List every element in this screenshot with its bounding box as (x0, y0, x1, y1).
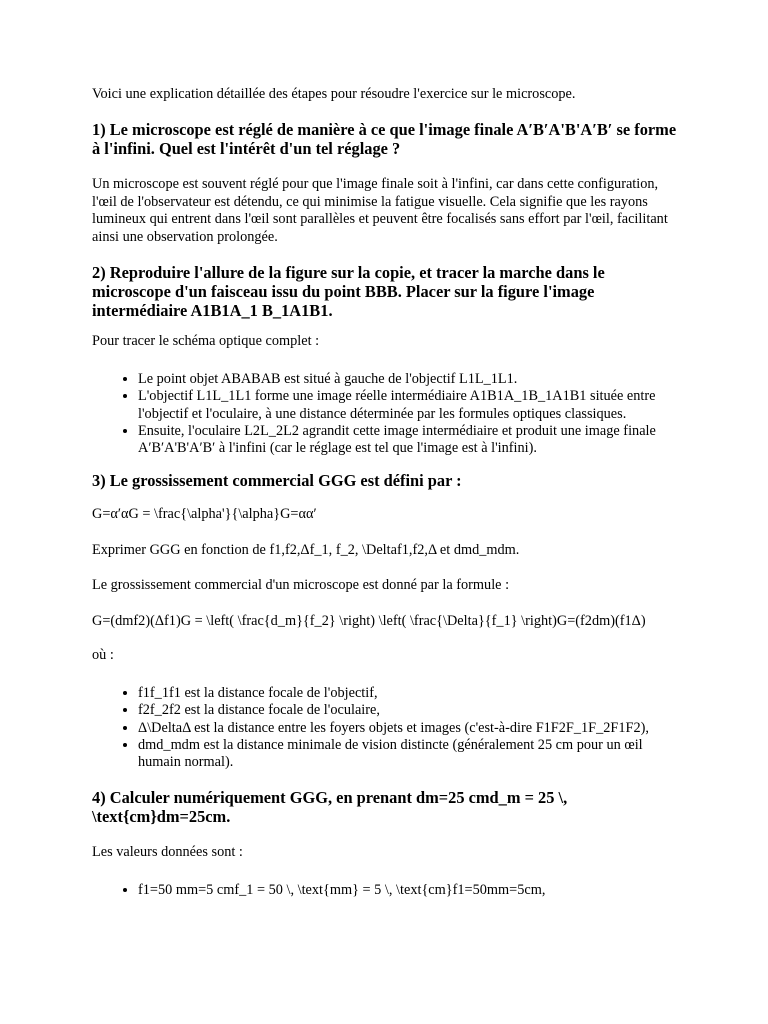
list-item: • f2f_2f2 est la distance focale de l'oculaire, (138, 702, 680, 719)
list-item: • f1=50 mm=5 cmf_1 = 50 \, \text{mm} = 5 \, \text{cm}f1=50mm=5cm, (138, 882, 680, 899)
question-3-ask: Exprimer GGG en fonction de f1,f2,Δf_1, f_2, \Deltaf1,f2,Δ et dmd_mdm. (92, 541, 520, 558)
question-1-heading: 1) Le microscope est réglé de manière à ce que l'image finale A′B′A'B'A′B′ se forme à l'infini. Quel est l'intérêt d'un tel réglage ? (92, 119, 677, 158)
question-2-list (92, 371, 680, 458)
question-4-list (92, 882, 680, 899)
question-3-formula: G=α′αG = \frac{\alpha'}{\alpha}G=αα′ (92, 505, 317, 522)
question-3-formula-2: G=(dmf2)(Δf1)G = \left( \frac{d_m}{f_2} \right) \left( \frac{\Delta}{f_1} \right)G=(f2dm)(f1Δ) (92, 613, 646, 630)
question-2-lead: Pour tracer le schéma optique complet : (92, 332, 320, 349)
list-item: • L'objectif L1L_1L1 forme une image réelle intermédiaire A1B1A_1B_1A1B1 située entre l'objectif et l'oculaire, à une distance déterminée par les formules optiques classiques. (138, 388, 680, 423)
list-item: • dmd_mdm est la distance minimale de vision distincte (généralement 25 cm pour un œil humain normal). (138, 737, 680, 772)
list-item: • Δ\DeltaΔ est la distance entre les foyers objets et images (c'est-à-dire F1F2F_1F_2F1F2), (138, 720, 680, 737)
intro-paragraph: Voici une explication détaillée des étapes pour résoudre l'exercice sur le microscope. (92, 86, 576, 102)
question-3-where: où : (92, 647, 114, 663)
list-item: • Ensuite, l'oculaire L2L_2L2 agrandit cette image intermédiaire et produit une image finale A′B′A'B'A′B′ à l'infini (car le réglage est tel que l'image est à l'infini). (138, 423, 680, 458)
question-2-heading: 2) Reproduire l'allure de la figure sur la copie, et tracer la marche dans le microscope d'un faisceau issu du point BBB. Placer sur la figure l'image intermédiaire A1B1A_1 B_1A1B1. (92, 262, 605, 320)
question-3-list (92, 685, 680, 772)
list-item: • f1f_1f1 est la distance focale de l'objectif, (138, 685, 680, 702)
question-3-heading: 3) Le grossissement commercial GGG est défini par : (92, 470, 462, 490)
question-4-lead: Les valeurs données sont : (92, 843, 243, 860)
question-3-lead: Le grossissement commercial d'un microscope est donné par la formule : (92, 577, 510, 594)
list-item: • Le point objet ABABAB est situé à gauche de l'objectif L1L_1L1. (138, 371, 680, 388)
question-4-heading: 4) Calculer numériquement GGG, en prenant dm=25 cmd_m = 25 \, \text{cm}dm=25cm. (92, 787, 568, 826)
question-1-answer: Un microscope est souvent réglé pour que l'image finale soit à l'infini, car dans cette configuration, l'œil de l'observateur est détendu, ce qui minimise la fatigue visuelle. Cela signifie que les rayons lumineux qui entrent dans l'œil sont parallèles et peuvent être focalisés sans effort par l'œil, facilitant ainsi une observation prolongée. (92, 175, 668, 246)
